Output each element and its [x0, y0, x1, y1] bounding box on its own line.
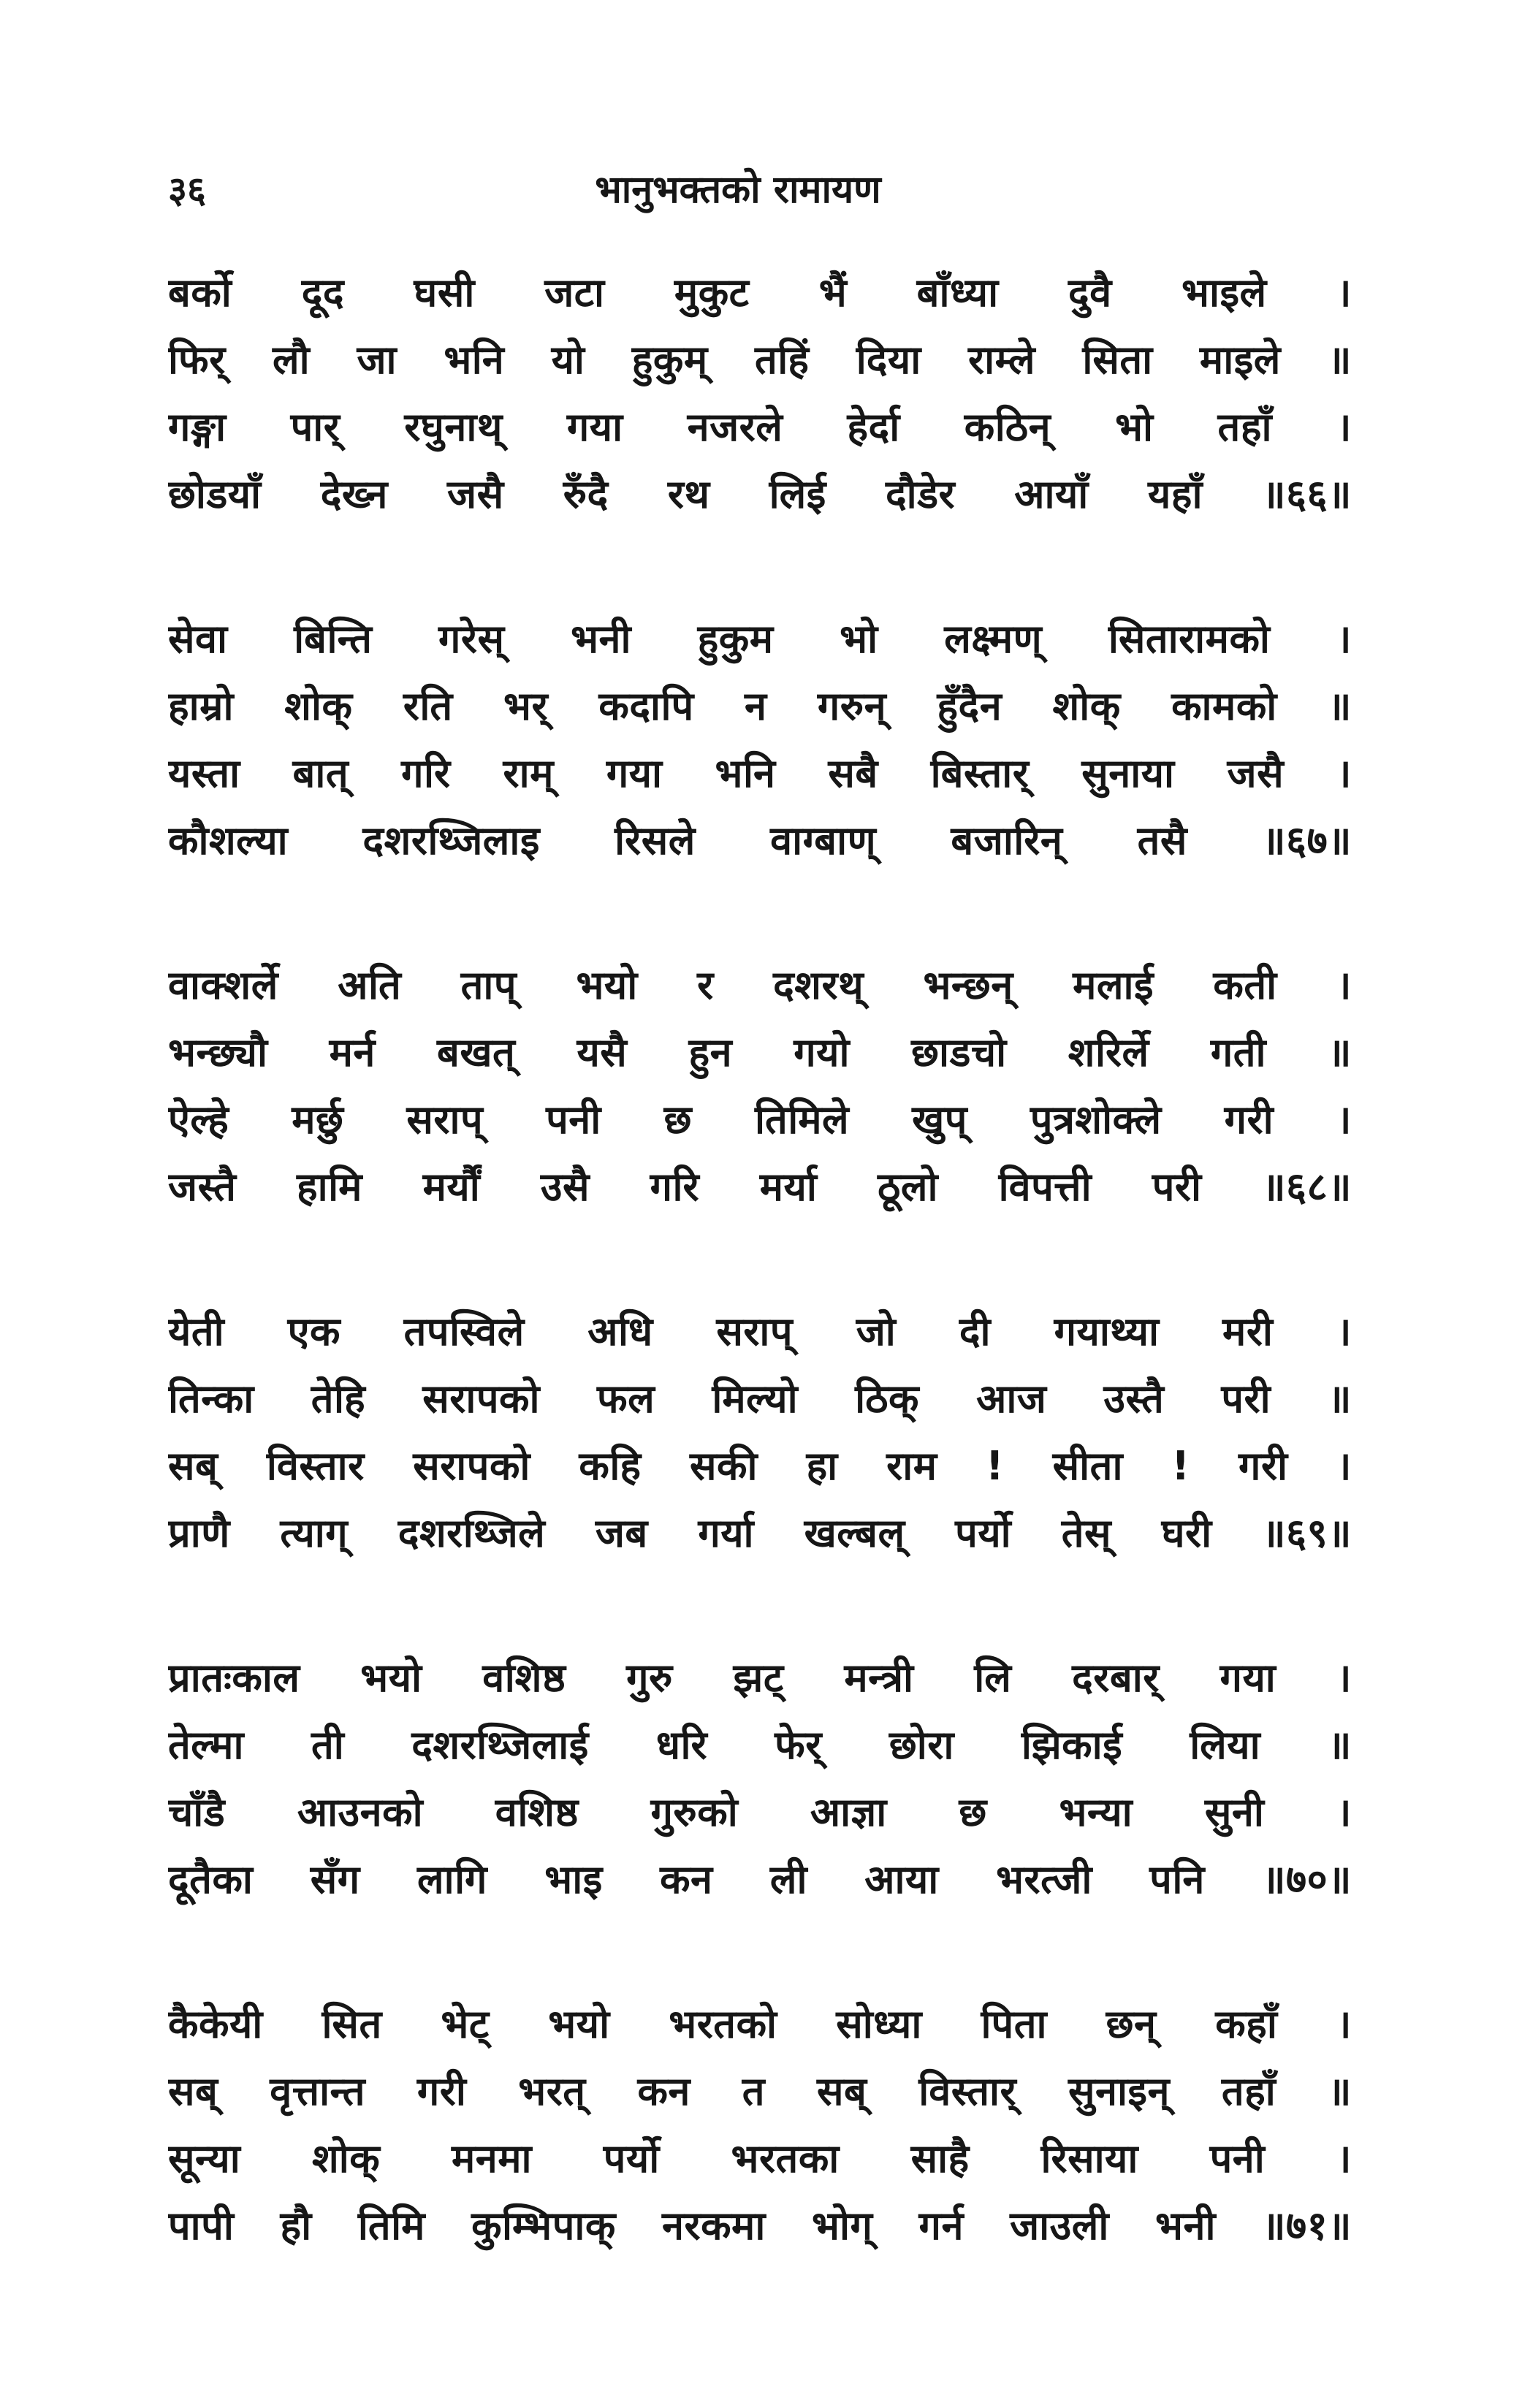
verse-line: कैकेयी सित भेट् भयो भरतको सोध्या पिता छन् कहाँ ।: [168, 2001, 1352, 2047]
verse-line: प्रातःकाल भयो वशिष्ठ गुरु झट् मन्त्री लि दरबार् गया ।: [168, 1655, 1352, 1701]
verse-line: येती एक तपस्विले अधि सराप् जो दी गयाथ्या मरी ।: [168, 1308, 1352, 1354]
page-number: ३६: [168, 169, 206, 211]
verse-line: सेवा बिन्ति गरेस् भनी हुकुम भो लक्ष्मण् सितारामको ।: [168, 616, 1352, 662]
verse-67: [168, 606, 1352, 875]
verse-line: तेल्मा ती दशरथ्जिलाई धरि फेर् छोरा झिकाई लिया ॥: [168, 1722, 1352, 1768]
verse-line: ऐल्हे मर्छु सराप् पनी छ तिमिले खुप् पुत्रशोक्ले गरी ।: [168, 1097, 1352, 1143]
verse-line: जस्तै हामि मर्यौं उसै गरि मर्या ठूलो विपत्ती परी ॥६८॥: [168, 1164, 1352, 1210]
verse-line: कौशल्या दशरथ्जिलाइ रिसले वाग्बाण् बजारिन् तसै ॥६७॥: [168, 818, 1352, 864]
verse-line: सून्या शोक् मनमा पर्यो भरतका साहै रिसाया पनी ।: [168, 2135, 1352, 2182]
verse-line: गङ्गा पार् रघुनाथ् गया नजरले हेर्दा कठिन् भो तहाँ ।: [168, 404, 1352, 450]
verse-line: प्राणै त्याग् दशरथ्जिले जब गर्या खल्बल् पर्यो तेस् घरी ॥६९॥: [168, 1510, 1352, 1556]
verse-line: सब् विस्तार सरापको कहि सकी हा राम ! सीता ! गरी ।: [168, 1443, 1352, 1489]
verse-line: हाम्रो शोक् रति भर् कदापि न गरुन् हुँदैन शोक् कामको ॥: [168, 683, 1352, 729]
verse-line: यस्ता बात् गरि राम् गया भनि सबै बिस्तार् सुनाया जसै ।: [168, 750, 1352, 796]
verse-69: [168, 1298, 1352, 1567]
verse-line: दूतैका सँग लागि भाइ कन ली आया भरत्जी पनि ॥७०॥: [168, 1856, 1352, 1902]
verse-66: [168, 259, 1352, 528]
verse-68: [168, 952, 1352, 1221]
verse-71: [168, 1991, 1352, 2260]
verse-line: फिर् लौ जा भनि यो हुकुम् तहिं दिया राम्ले सिता माइले ॥: [168, 337, 1352, 383]
verse-line: बर्को दूद घसी जटा मुकुट भैं बाँध्या दुवै भाइले ।: [168, 270, 1352, 316]
verse-line: तिन्का तेहि सरापको फल मिल्यो ठिक् आज उस्तै परी ॥: [168, 1376, 1352, 1422]
page-header: [168, 157, 1308, 223]
verse-line: छोडयाँ देख्न जसै रुँदै रथ लिई दौडेर आयाँ यहाँ ॥६६॥: [168, 471, 1352, 517]
verse-line: भन्छ्यौ मर्न बखत् यसै हुन गयो छाडचो शरिर्ले गती ॥: [168, 1029, 1352, 1075]
running-title: भानुभक्तको रामायण: [595, 168, 881, 212]
verse-70: [168, 1645, 1352, 1913]
verse-line: पापी हौ तिमि कुम्भिपाक् नरकमा भोग् गर्न जाउली भनी ॥७१॥: [168, 2203, 1352, 2249]
verse-line: वाक्शर्ले अति ताप् भयो र दशरथ् भन्छन् मलाई कती ।: [168, 962, 1352, 1008]
verse-line: चाँडै आउनको वशिष्ठ गुरुको आज्ञा छ भन्या सुनी ।: [168, 1789, 1352, 1835]
verse-line: सब् वृत्तान्त गरी भरत् कन त सब् विस्तार् सुनाइन् तहाँ ॥: [168, 2068, 1352, 2114]
verse-body: [168, 259, 1352, 2337]
